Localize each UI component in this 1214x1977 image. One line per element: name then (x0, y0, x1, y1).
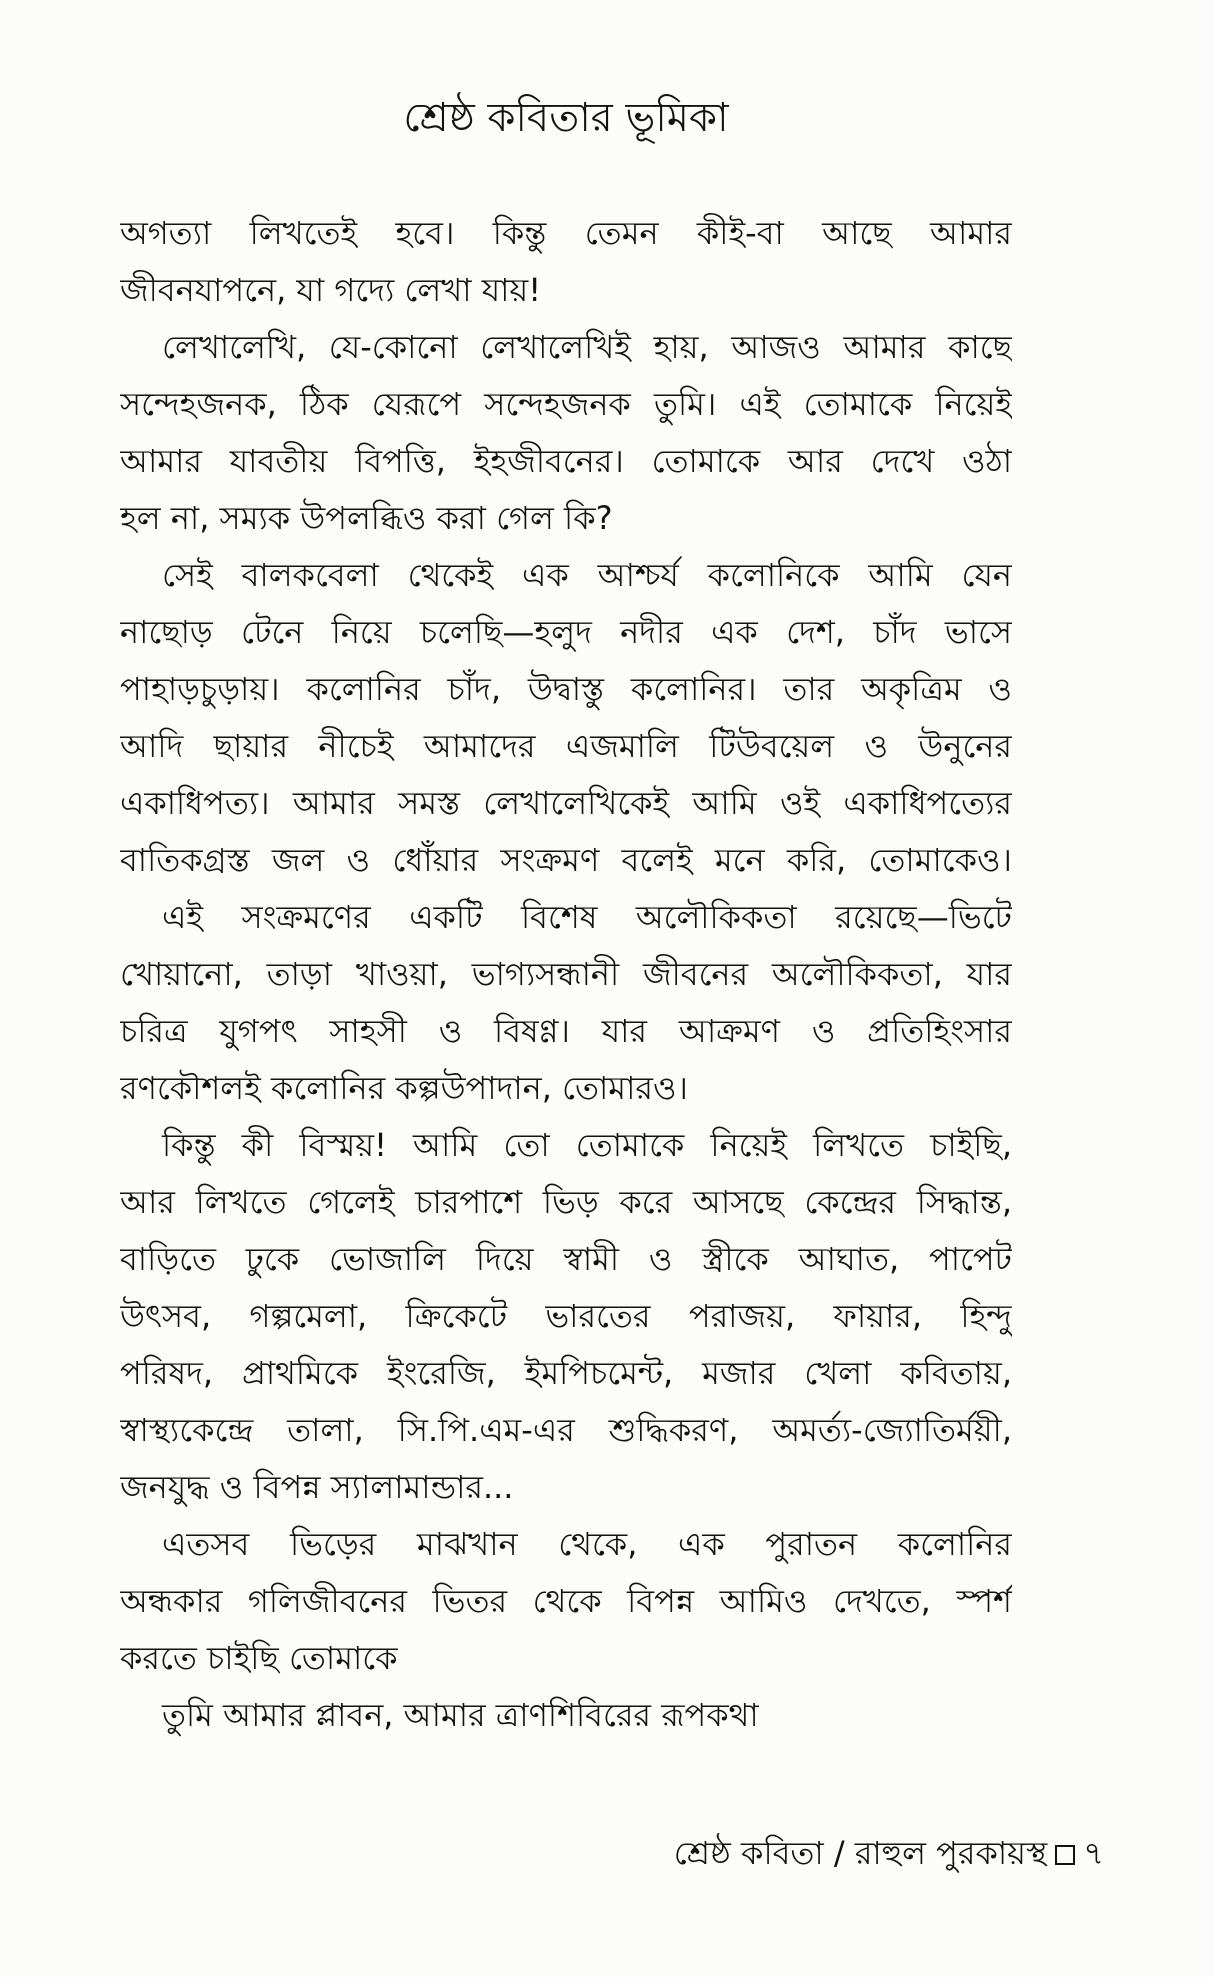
text-line: লেখালেখি, যে-কোনো লেখালেখিই হায়, আজও আমার কাছে (162, 328, 1012, 366)
text-line: সন্দেহজনক, ঠিক যেরূপে সন্দেহজনক তুমি। এই তোমাকে নিয়েই (120, 385, 1012, 423)
square-bullet-icon (1055, 1845, 1075, 1865)
text-line: খোয়ানো, তাড়া খাওয়া, ভাগ্যসন্ধানী জীবনের অলৌকিকতা, যার (120, 955, 1012, 993)
text-line: জনযুদ্ধ ও বিপন্ন স্যালামান্ডার... (120, 1468, 514, 1506)
text-line: একাধিপত্য। আমার সমস্ত লেখালেখিকেই আমি ওই একাধিপত্যের (120, 784, 1012, 822)
page-title: শ্রেষ্ঠ কবিতার ভূমিকা (403, 95, 729, 141)
text-line: কিন্তু কী বিস্ময়! আমি তো তোমাকে নিয়েই লিখতে চাইছি, (162, 1126, 1012, 1164)
text-line: আদি ছায়ার নীচেই আমাদের এজমালি টিউবয়েল ও উনুনের (120, 727, 1012, 765)
text-line: তুমি আমার প্লাবন, আমার ত্রাণশিবিরের রূপকথা (162, 1696, 759, 1734)
body-text (120, 205, 1012, 1744)
page-footer (674, 1826, 1104, 1880)
text-line: অন্ধকার গলিজীবনের ভিতর থেকে বিপন্ন আমিও দেখতে, স্পর্শ (120, 1582, 1012, 1620)
text-line: সেই বালকবেলা থেকেই এক আশ্চর্য কলোনিকে আমি যেন (162, 556, 1012, 594)
text-line: আমার যাবতীয় বিপত্তি, ইহজীবনের। তোমাকে আর দেখে ওঠা (120, 442, 1012, 480)
text-line: চরিত্র যুগপৎ সাহসী ও বিষণ্ণ। যার আক্রমণ ও প্রতিহিংসার (120, 1012, 1012, 1050)
running-title: শ্রেষ্ঠ কবিতা / রাহুল পুরকায়স্থ (673, 1834, 1048, 1872)
text-line: অগত্যা লিখতেই হবে। কিন্তু তেমন কীই-বা আছে আমার (120, 214, 1012, 252)
text-line: রণকৌশলই কলোনির কল্পউপাদান, তোমারও। (120, 1069, 688, 1107)
text-line: হল না, সম্যক উপলব্ধিও করা গেল কি? (120, 499, 613, 537)
text-line: করতে চাইছি তোমাকে (120, 1639, 398, 1677)
text-line: পাহাড়চুড়ায়। কলোনির চাঁদ, উদ্বাস্তু কলোনির। তার অকৃত্রিম ও (120, 670, 1012, 708)
text-line: বাড়িতে ঢুকে ভোজালি দিয়ে স্বামী ও স্ত্রীকে আঘাত, পাপেট (120, 1240, 1012, 1278)
text-line: এই সংক্রমণের একটি বিশেষ অলৌকিকতা রয়েছে—ভিটে (162, 898, 1012, 936)
text-line: এতসব ভিড়ের মাঝখান থেকে, এক পুরাতন কলোনির (162, 1525, 1012, 1563)
text-line: পরিষদ, প্রাথমিকে ইংরেজি, ইমপিচমেন্ট, মজার খেলা কবিতায়, (120, 1354, 1012, 1392)
text-line: জীবনযাপনে, যা গদ্যে লেখা যায়! (120, 271, 542, 309)
text-line: নাছোড় টেনে নিয়ে চলেছি—হলুদ নদীর এক দেশ, চাঁদ ভাসে (120, 613, 1012, 651)
text-line: বাতিকগ্রস্ত জল ও ধোঁয়ার সংক্রমণ বলেই মনে করি, তোমাকেও। (120, 841, 1012, 879)
page-number: ৭ (1083, 1834, 1104, 1872)
text-line: স্বাস্থ্যকেন্দ্রে তালা, সি.পি.এম-এর শুদ্ধিকরণ, অমর্ত্য-জ্যোতির্ময়ী, (120, 1411, 1012, 1449)
text-line: উৎসব, গল্পমেলা, ক্রিকেটে ভারতের পরাজয়, ফায়ার, হিন্দু (120, 1297, 1012, 1335)
text-line: আর লিখতে গেলেই চারপাশে ভিড় করে আসছে কেন্দ্রের সিদ্ধান্ত, (120, 1183, 1012, 1221)
